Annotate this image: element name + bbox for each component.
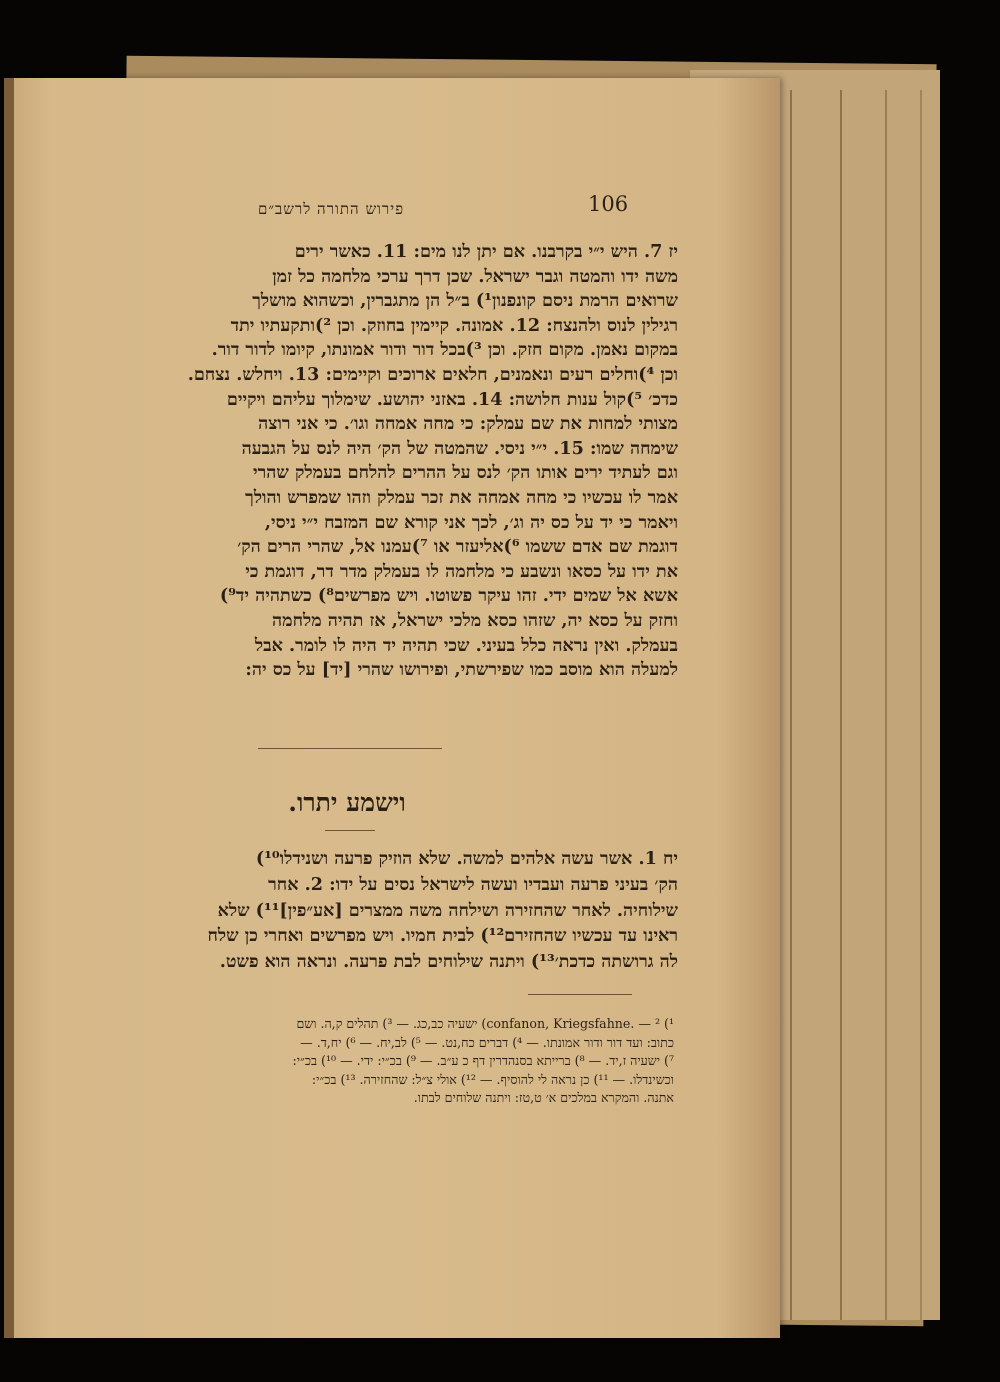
running-title: פירוש התורה לרשב״ם — [258, 200, 405, 218]
section-divider — [258, 748, 442, 749]
text-line: וחזק על כסא יה, שזהו כסא מלכי ישראל, אז תהיה מלחמה — [272, 609, 678, 631]
footnotes-block — [70, 1015, 674, 1108]
text-line: ויאמר כי יד על כס יה וג׳, לכך אני קורא שם המזבח י״י ניסי, — [264, 511, 678, 533]
text-line: למעלה הוא מוסב כמו שפירשתי, ופירושו שהרי [יד] על כס יה: — [245, 659, 678, 681]
page-number: 106 — [588, 192, 629, 216]
footnote-divider — [528, 994, 632, 995]
text-line: יח 1. אשר עשה אלהים למשה. שלא הוזיק פרעה ושנידלו¹⁰) — [255, 848, 678, 869]
text-line: אשא אל שמים ידי. זהו עיקר פשוטו. ויש מפרשים⁸) כשתהיה יד⁹) — [219, 585, 678, 607]
text-line: הק׳ בעיני פרעה ועבדיו ועשה לישראל נסים על ידו: 2. אחר — [268, 873, 678, 895]
footnote-line: אתנה. והמקרא במלכים א׳ ט,טז: ויתנה שלוחים לבתו. — [413, 1090, 674, 1105]
text-line: דוגמת שם אדם ששמו ⁶)אליעזר או ⁷)עמנו אל, שהרי הרים הק׳ — [237, 536, 678, 558]
page-gutter-shadow — [4, 78, 14, 1338]
text-line: כדכ׳ ⁵)קול ענות חלושה: 14. באזני יהושע. שימלוך עליהם ויקיים — [226, 388, 678, 410]
text-line: את ידו על כסאו ונשבע כי מלחמה לו בעמלק מדר דר, דוגמת כי — [245, 560, 678, 582]
heading-underline — [325, 830, 375, 831]
text-line: לה גרושתה כדכת׳¹³) ויתנה שילוחים לבת פרעה. ונראה הוא פשט. — [219, 951, 678, 973]
footnote-line: ¹) confanon, Kriegsfahne. — ²) ישעיה כב,כג. — ³) תהלים ק,ה. ושם — [296, 1016, 674, 1031]
text-line: בעמלק. ואין נראה כלל בעיני. שכי תהיה יד היה לו לומר. אבל — [254, 634, 678, 656]
text-line: ראינו עד עכשיו שהחזירם¹²) לבית חמיו. ויש מפרשים ואחרי כן שלח — [207, 925, 678, 947]
footnote-line: ⁷) ישעיה ז,יד. — ⁸) ברייתא בסנהדרין דף כ ע״ב. — ⁹) בכ״י: ידי. — ¹⁰) בכ״י: — [292, 1053, 674, 1068]
text-line: שרואים הרמת ניסם קונפנון¹) ב״ל הן מתגברין, וכשהוא מושלך — [252, 290, 678, 312]
footnote-line: כתוב: ועד דור ודור אמונתו. — ⁴) דברים כח,נט. — ⁵) לב,יח. — ⁶) יח,ד. — — [300, 1034, 674, 1050]
section-text-block — [66, 846, 678, 975]
text-line: יז 7. היש י״י בקרבנו. אם יתן לנו מים: 11. כאשר ירים — [294, 241, 678, 262]
text-line: שימחה שמו: 15. י״י ניסי. שהמטה של הק׳ היה לנס על הגבעה — [241, 437, 678, 459]
text-line: רגילין לנוס ולהנצח: 12. אמונה. קיימין בחוזק. וכן ²)ותקעתיו יתד — [230, 314, 678, 336]
text-line: במקום נאמן. מקום חזק. וכן ³)בכל דור ודור אמונתו, קיומו לדור דור. — [211, 339, 678, 361]
page-edge-line — [840, 90, 842, 1320]
page-edge-line — [790, 90, 792, 1320]
text-line: וגם לעתיד ירים אותו הק׳ לנס על ההרים להלחם בעמלק שהרי — [253, 462, 678, 484]
text-line: מצותי למחות את שם עמלק: כי מחה אמחה וגו׳. כי אני רוצה — [258, 413, 678, 435]
text-line: משה ידו והמטה וגבר ישראל. שכן דרך ערכי מלחמה כל זמן — [272, 265, 678, 287]
text-line: אמר לו עכשיו כי מחה אמחה את זכר עמלק וזהו שמפרש והולך — [245, 486, 678, 508]
commentary-block — [66, 240, 678, 683]
page-edge-line — [920, 90, 922, 1320]
footnote-line: וכשינדלו. — ¹¹) כן נראה לי להוסיף. — ¹²) אולי צ״ל: שהחזירה. ¹³) בכ״י: — [311, 1071, 674, 1087]
text-line: שילוחיה. לאחר שהחזירה ושילחה משה ממצרים [אע״פין]¹¹) שלא — [217, 899, 678, 921]
text-line: וכן ⁴)וחלים רעים ונאמנים, חלאים ארוכים וקיימים: 13. ויחלש. נצחם. — [187, 363, 678, 385]
section-heading: וישמע יתרו. — [288, 788, 406, 817]
page-edge-line — [885, 90, 887, 1320]
